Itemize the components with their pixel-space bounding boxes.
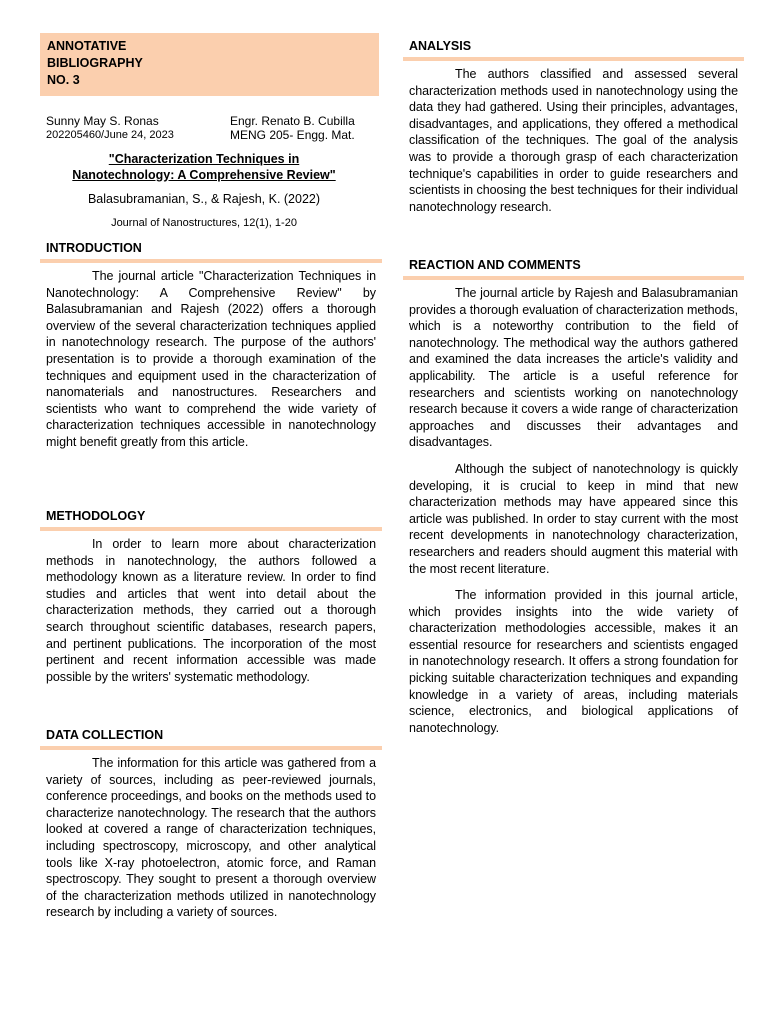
article-title-line: Nanotechnology: A Comprehensive Review" <box>72 168 336 182</box>
section-heading: REACTION AND COMMENTS <box>403 257 744 280</box>
section-methodology <box>40 508 382 695</box>
article-authors: Balasubramanian, S., & Rajesh, K. (2022) <box>87 192 321 206</box>
section-paragraph: The journal article "Characterization Techniques in Nanotechnology: A Comprehensive Review" by Balasubramanian and Rajesh (2022) offers a thorough overview of the several characterization techniques applied in nanotechnology research. The purpose of the authors' presentation is to provide a thorough examination of the techniques and equipment used in the characterization of nanomaterials and nanostructures. Researchers and scientists who want to comprehend the wide variety of characterization techniques accessible in nanotechnology might benefit greatly from this article. <box>46 269 376 449</box>
section-heading: INTRODUCTION <box>40 240 382 263</box>
student-id-date: 202205460/June 24, 2023 <box>46 129 174 141</box>
section-paragraph: In order to learn more about characterization methods in nanotechnology, the authors followed a methodology known as a literature review. In order to find studies and articles that went into detail about the characterization methods, they carried out a thorough search throughout scientific databases, research papers, and pertinent publications. The incorporation of the most pertinent and recent information accessible was made possible by the writers' systematic methodology. <box>46 537 376 684</box>
section-heading: DATA COLLECTION <box>40 727 382 750</box>
section-paragraph: Although the subject of nanotechnology is quickly developing, it is crucial to keep in mind that new characterization methods may have appeared since this article was published. In order to stay current with the most recent developments in nanotechnology characterization, researchers and readers should augment this material with the most recent literature. <box>409 461 738 576</box>
section-analysis <box>403 38 744 225</box>
article-journal: Journal of Nanostructures, 12(1), 1-20 <box>111 217 297 229</box>
bibliography-title-box <box>40 33 379 96</box>
title-line: NO. 3 <box>47 73 80 87</box>
author-meta <box>46 114 366 142</box>
section-data-collection <box>40 727 382 931</box>
section-paragraph: The information for this article was gathered from a variety of sources, including as peer-reviewed journals, conference proceedings, and books on the methods used to characterize nanotechnology. The research that the authors looked at covered a range of characterization techniques, including spectroscopy, microscopy, and other analytical tools like X-ray photoelectron, atomic force, and Raman spectroscopy. They sought to present a thorough overview of the characterization methods utilized in nanotechnology research by including a variety of sources. <box>46 756 376 920</box>
instructor-name: Engr. Renato B. Cubilla <box>230 114 355 128</box>
section-heading: ANALYSIS <box>403 38 744 61</box>
section-heading: METHODOLOGY <box>40 508 382 531</box>
section-paragraph: The journal article by Rajesh and Balasubramanian provides a thorough evaluation of characterization methods, which is a noteworthy contribution to the field of nanotechnology. The methodical way the authors gathered and examined the data increases the article's validity and applicability. The article is a useful reference for researchers and scientists working on nanotechnology research because it covers a wide range of characterization approaches and discusses their advantages and disadvantages. <box>409 286 738 450</box>
section-paragraph: The information provided in this journal article, which provides insights into the wide variety of characterization methodologies accessible, makes it an essential resource for researchers and scientists engaged in nanotechnology research. It offers a strong foundation for picking suitable characterization techniques and expanding knowledge in a variety of areas, including materials science, electronics, and biological applications of nanotechnology. <box>409 588 738 735</box>
course: MENG 205- Engg. Mat. <box>230 128 355 142</box>
student-name: Sunny May S. Ronas <box>46 114 159 128</box>
article-title <box>40 151 368 183</box>
section-introduction <box>40 240 382 461</box>
section-paragraph: The authors classified and assessed several characterization methods used in nanotechnology using the data they had gathered. Using their principles, advantages, disadvantages, and applications, they offered a methodical classification of the techniques. The goal of the analysis was to provide a thorough grasp of each characterization technique's capabilities in order to guide researchers and scientists in choosing the best techniques for their individual nanotechnology research. <box>409 67 738 214</box>
title-line: BIBLIOGRAPHY <box>47 56 143 70</box>
article-title-line: "Characterization Techniques in <box>108 152 300 166</box>
section-reaction-and-comments <box>403 257 744 746</box>
title-line: ANNOTATIVE <box>47 39 127 53</box>
